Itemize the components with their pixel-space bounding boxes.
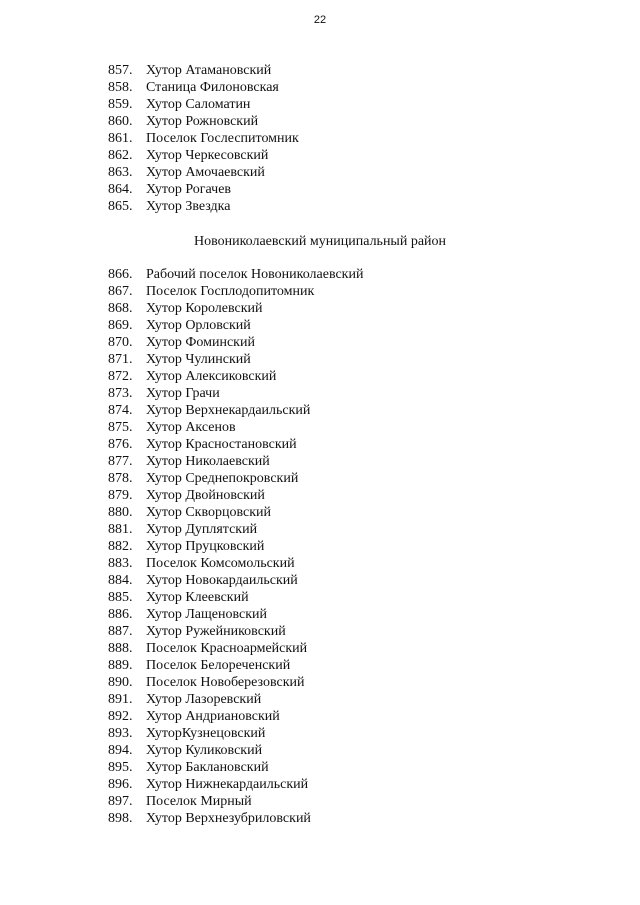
item-name: Хутор Скворцовский — [146, 505, 271, 520]
item-name: Хутор Новокардаильский — [146, 573, 298, 588]
item-number: 886. — [108, 607, 133, 622]
item-name: Хутор Среднепокровский — [146, 471, 299, 486]
list-item — [108, 317, 363, 334]
item-number: 890. — [108, 675, 133, 690]
list-item — [108, 436, 363, 453]
item-name: Хутор Орловский — [146, 318, 251, 333]
list-item — [108, 96, 299, 113]
list-item — [108, 181, 299, 198]
item-name: Хутор Двойновский — [146, 488, 265, 503]
item-number: 859. — [108, 97, 133, 112]
list-item — [108, 521, 363, 538]
item-number: 881. — [108, 522, 133, 537]
item-number: 894. — [108, 743, 133, 758]
item-number: 861. — [108, 131, 133, 146]
settlement-list — [108, 62, 299, 215]
item-number: 880. — [108, 505, 133, 520]
item-name: Хутор Красностановский — [146, 437, 297, 452]
item-name: Хутор Баклановский — [146, 760, 269, 775]
item-number: 892. — [108, 709, 133, 724]
list-item — [108, 164, 299, 181]
settlement-list — [108, 266, 363, 827]
item-number: 862. — [108, 148, 133, 163]
list-item — [108, 776, 363, 793]
item-number: 874. — [108, 403, 133, 418]
list-item — [108, 283, 363, 300]
list-item — [108, 368, 363, 385]
list-item — [108, 538, 363, 555]
list-item — [108, 640, 363, 657]
item-name: Поселок Госплодопитомник — [146, 284, 315, 299]
list-item — [108, 351, 363, 368]
list-item — [108, 708, 363, 725]
item-name: Хутор Ружейниковский — [146, 624, 286, 639]
item-number: 895. — [108, 760, 133, 775]
list-item — [108, 657, 363, 674]
list-item — [108, 759, 363, 776]
item-name: Хутор Черкесовский — [146, 148, 269, 163]
item-name: Хутор Верхнезубриловский — [146, 811, 311, 826]
item-name: Рабочий поселок Новониколаевский — [146, 267, 364, 282]
item-number: 876. — [108, 437, 133, 452]
section-heading: Новониколаевский муниципальный район — [193, 234, 447, 249]
item-number: 867. — [108, 284, 133, 299]
list-item — [108, 470, 363, 487]
list-item — [108, 572, 363, 589]
list-item — [108, 810, 363, 827]
list-item — [108, 300, 363, 317]
item-number: 879. — [108, 488, 133, 503]
item-number: 882. — [108, 539, 133, 554]
item-name: Хутор Дуплятский — [146, 522, 258, 537]
item-number: 888. — [108, 641, 133, 656]
item-number: 863. — [108, 165, 133, 180]
item-number: 878. — [108, 471, 133, 486]
list-item — [108, 334, 363, 351]
item-name: Хутор Звездка — [146, 199, 231, 214]
list-item — [108, 504, 363, 521]
item-number: 870. — [108, 335, 133, 350]
list-item — [108, 555, 363, 572]
item-number: 871. — [108, 352, 133, 367]
item-name: Хутор Амочаевский — [146, 165, 265, 180]
list-item — [108, 606, 363, 623]
item-name: Поселок Белореченский — [146, 658, 291, 673]
item-number: 872. — [108, 369, 133, 384]
item-number: 885. — [108, 590, 133, 605]
item-number: 865. — [108, 199, 133, 214]
item-number: 858. — [108, 80, 133, 95]
list-item — [108, 691, 363, 708]
item-number: 877. — [108, 454, 133, 469]
item-number: 884. — [108, 573, 133, 588]
list-item — [108, 266, 363, 283]
item-name: Хутор Рогачев — [146, 182, 232, 197]
item-number: 898. — [108, 811, 133, 826]
item-name: Хутор Грачи — [146, 386, 220, 401]
item-number: 887. — [108, 624, 133, 639]
list-item — [108, 130, 299, 147]
list-item — [108, 725, 363, 742]
list-item — [108, 147, 299, 164]
item-name: Хутор Чулинский — [146, 352, 251, 367]
list-item — [108, 453, 363, 470]
item-name: Поселок Новоберезовский — [146, 675, 305, 690]
item-name: Поселок Гослеспитомник — [146, 131, 299, 146]
item-name: Хутор Саломатин — [146, 97, 251, 112]
item-number: 883. — [108, 556, 133, 571]
item-number: 869. — [108, 318, 133, 333]
item-number: 864. — [108, 182, 133, 197]
list-item — [108, 742, 363, 759]
item-number: 868. — [108, 301, 133, 316]
item-number: 897. — [108, 794, 133, 809]
item-number: 891. — [108, 692, 133, 707]
item-name: Хутор Клеевский — [146, 590, 249, 605]
list-item — [108, 623, 363, 640]
item-name: Хутор Нижнекардаильский — [146, 777, 309, 792]
list-item — [108, 79, 299, 96]
item-name: Поселок Красноармейский — [146, 641, 308, 656]
item-name: Хутор Аксенов — [146, 420, 236, 435]
item-number: 875. — [108, 420, 133, 435]
item-name: Хутор Андриановский — [146, 709, 280, 724]
item-name: Хутор Алексиковский — [146, 369, 277, 384]
item-name: Хутор Куликовский — [146, 743, 263, 758]
list-item — [108, 385, 363, 402]
item-name: Поселок Комсомольский — [146, 556, 295, 571]
item-name: Поселок Мирный — [146, 794, 252, 809]
list-item — [108, 674, 363, 691]
item-number: 866. — [108, 267, 133, 282]
item-name: Хутор Лащеновский — [146, 607, 268, 622]
item-number: 893. — [108, 726, 133, 741]
item-number: 860. — [108, 114, 133, 129]
item-name: Станица Филоновская — [146, 80, 279, 95]
list-item — [108, 113, 299, 130]
list-item — [108, 198, 299, 215]
item-name: Хутор Лазоревский — [146, 692, 262, 707]
list-item — [108, 419, 363, 436]
item-name: Хутор Верхнекардаильский — [146, 403, 311, 418]
list-item — [108, 402, 363, 419]
item-number: 896. — [108, 777, 133, 792]
list-item — [108, 487, 363, 504]
item-name: Хутор Пруцковский — [146, 539, 265, 554]
item-name: Хутор Фоминский — [146, 335, 255, 350]
page-number: 22 — [313, 14, 327, 26]
item-number: 873. — [108, 386, 133, 401]
list-item — [108, 589, 363, 606]
list-item — [108, 62, 299, 79]
item-name: Хутор Рожновский — [146, 114, 259, 129]
list-item — [108, 793, 363, 810]
item-name: Хутор Королевский — [146, 301, 263, 316]
item-number: 889. — [108, 658, 133, 673]
item-name: ХуторКузнецовский — [146, 726, 266, 741]
item-name: Хутор Николаевский — [146, 454, 270, 469]
item-number: 857. — [108, 63, 133, 78]
item-name: Хутор Атамановский — [146, 63, 272, 78]
